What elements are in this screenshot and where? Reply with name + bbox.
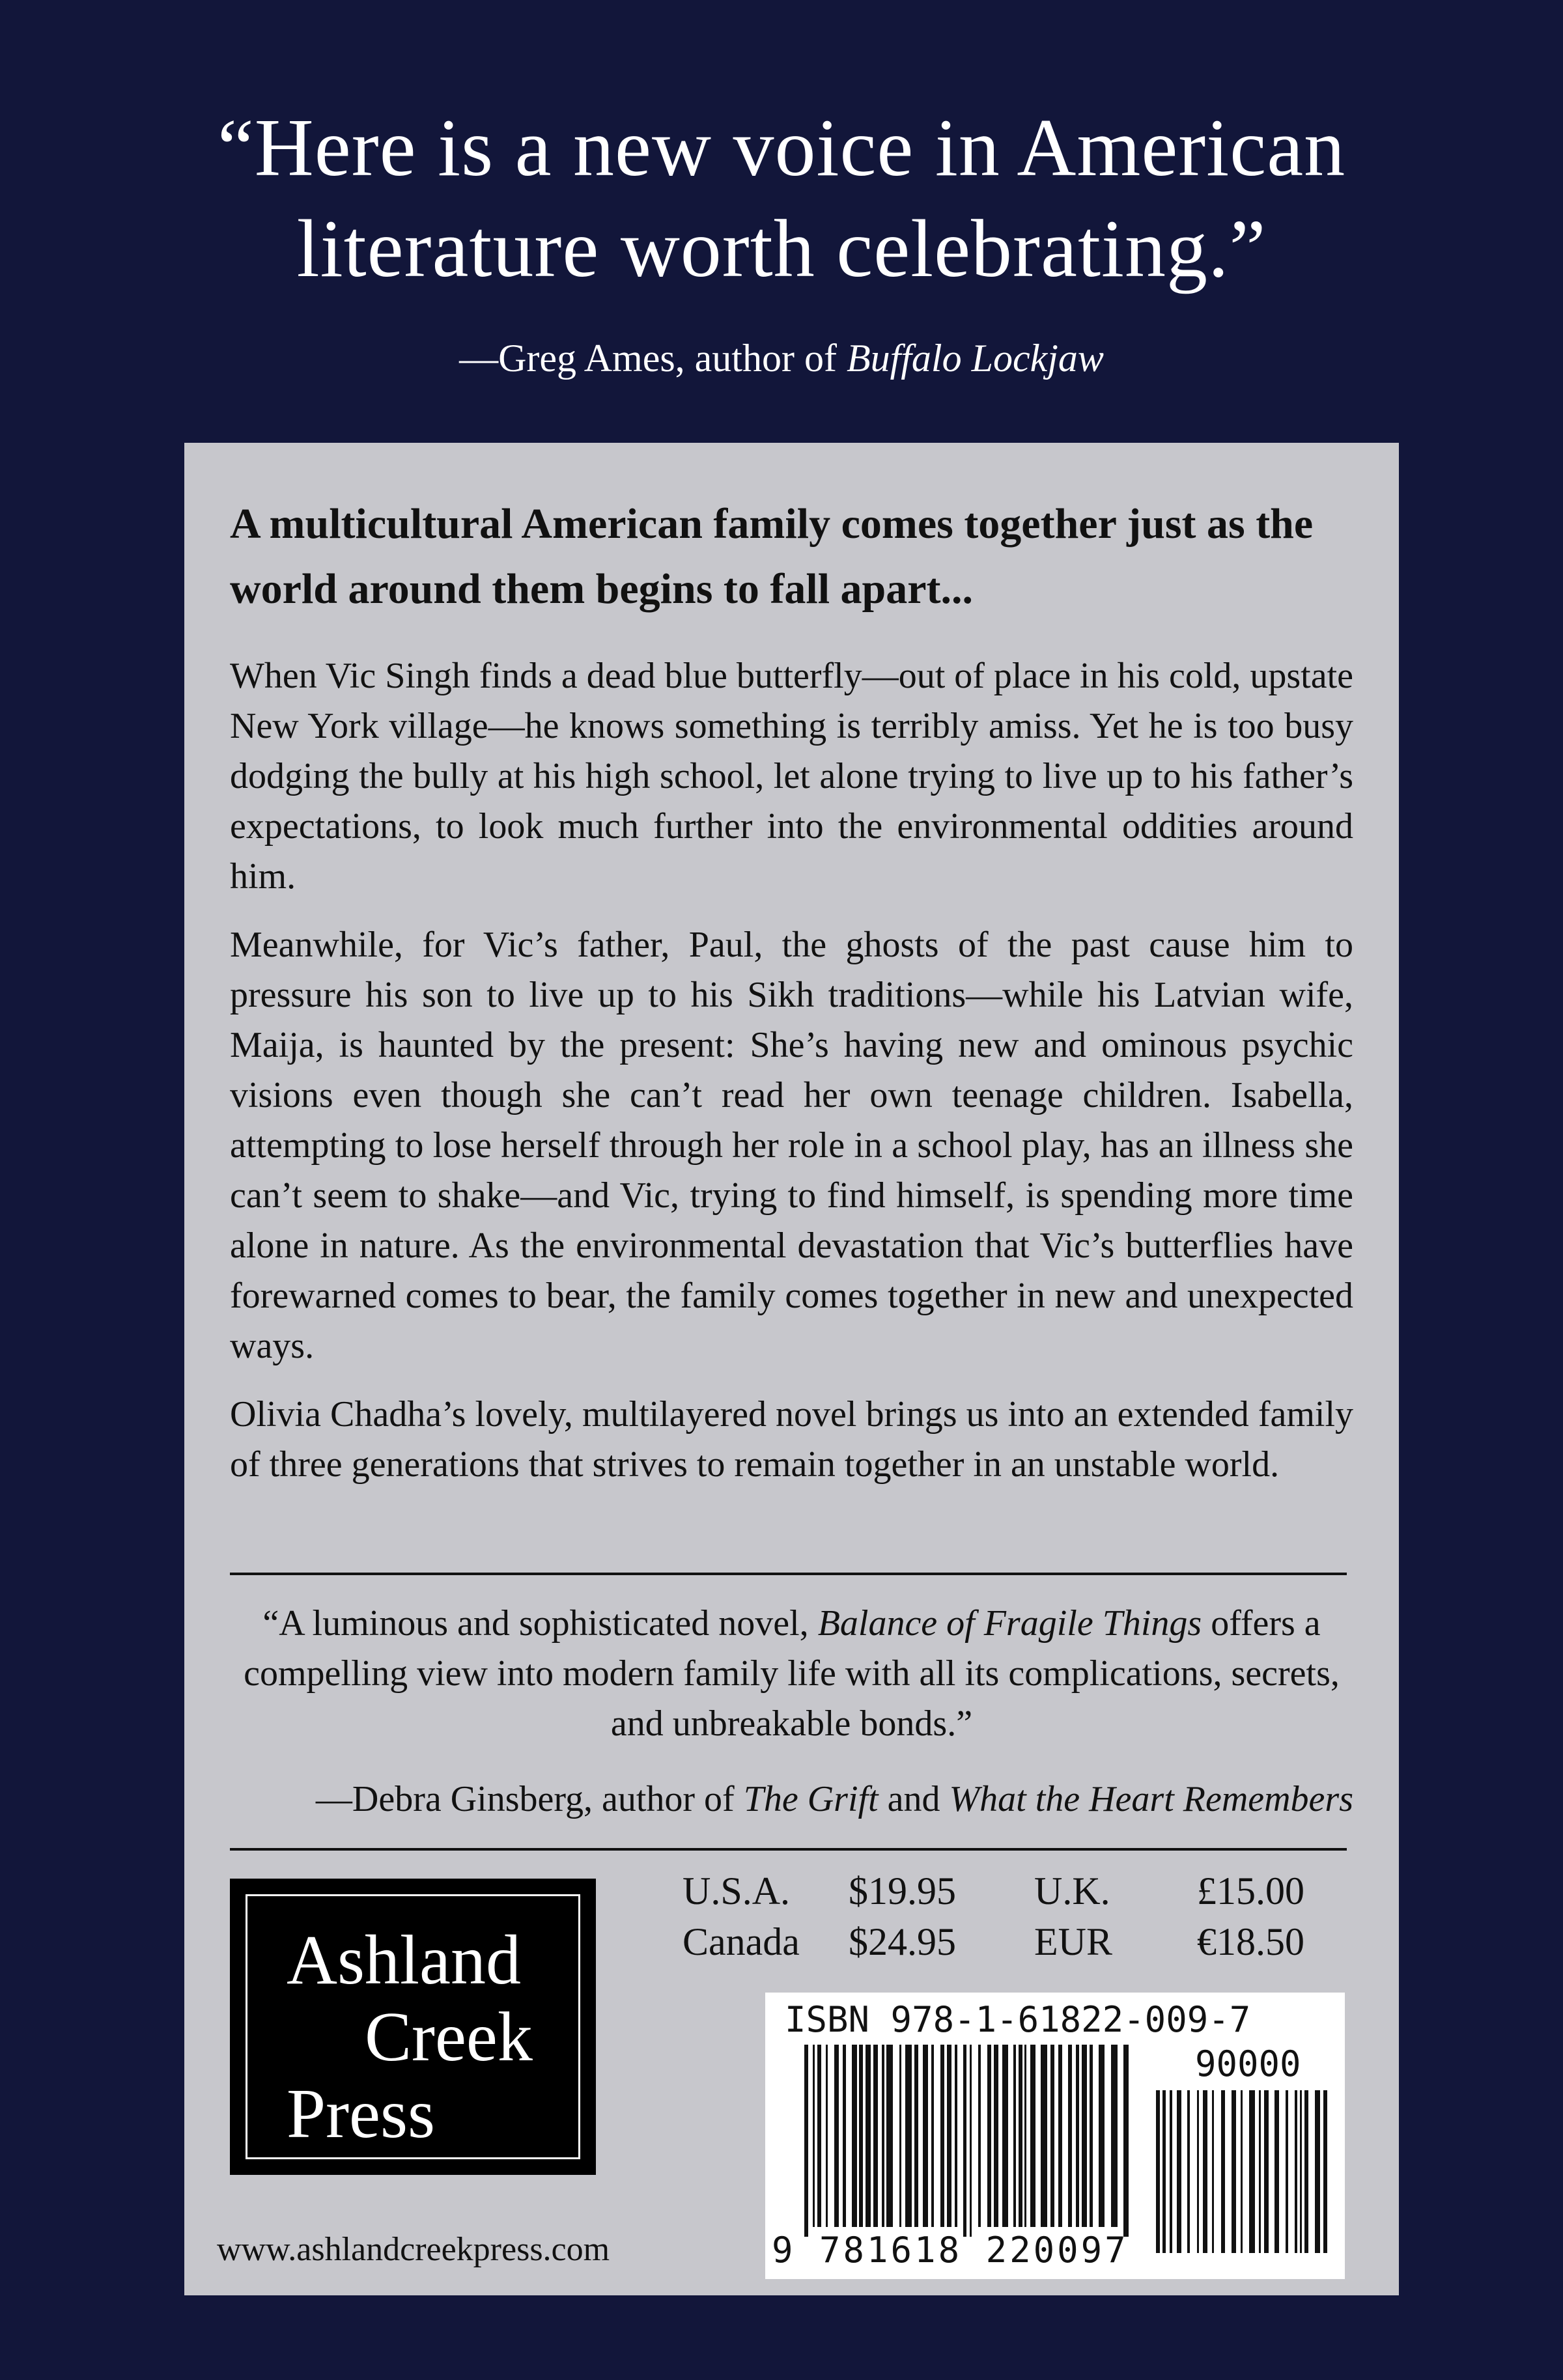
price-region: U.S.A. [683, 1869, 791, 1912]
synopsis-paragraph-2: Meanwhile, for Vic’s father, Paul, the ghosts of the past cause him to pressure his son to live up to his Sikh traditions—while his Latvian wife, Maija, is haunted by the present: She’s having new and ominous psychic visions even though she can’t read her own teenage children. Isabella, attempting to lose herself through her role in a school play, has an illness she can’t seem to shake—and Vic, trying to find himself, is spending more time alone in nature. As the environmental devastation that Vic’s butterflies have forewarned comes to bear, the family comes together in new and unexpected ways. [230, 925, 1353, 1366]
barcode-bar [1076, 2045, 1079, 2227]
barcode-bar [905, 2045, 912, 2227]
publisher-logo [230, 1879, 596, 2175]
logo-line1: Ashland [287, 1922, 521, 1999]
blurb-open: “A luminous and sophisticated novel, [262, 1603, 818, 1644]
price-amount: $19.95 [849, 1869, 956, 1912]
barcode-bar [873, 2045, 878, 2227]
barcode-bar [987, 2045, 991, 2227]
review-blurb [230, 1599, 1353, 1749]
barcode-bar [955, 2045, 957, 2227]
barcode-addon-bar [1156, 2090, 1160, 2253]
barcode-bar [1024, 2045, 1026, 2227]
barcode-addon-bar [1264, 2090, 1269, 2253]
barcode-addon-bar [1203, 2090, 1207, 2253]
barcode-bar [1019, 2045, 1022, 2227]
barcode-bar [866, 2045, 871, 2227]
barcode-bar [1002, 2045, 1008, 2227]
barcode-bar [834, 2045, 839, 2227]
price-region: U.K. [1034, 1869, 1110, 1912]
divider-bottom [230, 1848, 1347, 1851]
barcode-addon-bar [1177, 2090, 1181, 2253]
barcode-bar [994, 2045, 998, 2227]
blurb-attr-title1: The Grift [743, 1779, 879, 1819]
price-amount: €18.50 [1197, 1920, 1304, 1963]
barcode-addon-bar [1286, 2090, 1288, 2253]
price-amount: $24.95 [849, 1920, 956, 1963]
barcode-bar [804, 2045, 808, 2237]
barcode-bar [970, 2045, 972, 2237]
price-region: EUR [1034, 1920, 1112, 1963]
publisher-logo-frame [246, 1894, 580, 2159]
logo-line2: Creek [365, 1998, 533, 2076]
barcode-addon-bar [1197, 2090, 1199, 2253]
top-quote [0, 98, 1563, 300]
barcode-bar [978, 2045, 981, 2227]
barcode-bar [886, 2045, 893, 2227]
barcode-addon-bar [1241, 2090, 1243, 2253]
logo-line3: Press [287, 2075, 436, 2153]
barcode-bar [940, 2045, 944, 2227]
barcode-bar [843, 2045, 846, 2227]
barcode-addon-bar [1249, 2090, 1255, 2253]
blurb-attr-prefix: —Debra Ginsberg, author of [315, 1779, 744, 1819]
barcode-addon-bar [1170, 2090, 1172, 2253]
barcode-bar [813, 2045, 815, 2227]
blurb-rest: offers a compelling view into modern family life with all its complications, secrets, and unbreakable bonds.” [244, 1603, 1340, 1744]
barcode-digits: 9 781618 220097 [772, 2230, 1129, 2271]
barcode-bar [899, 2045, 901, 2227]
barcode-addon-bar [1274, 2090, 1279, 2253]
barcode-addon-bar [1212, 2090, 1214, 2253]
barcode-bar [1050, 2045, 1054, 2227]
barcode-addon-bar [1232, 2090, 1236, 2253]
barcode-bar [1041, 2045, 1047, 2227]
barcode-addon-bar [1162, 2090, 1166, 2253]
isbn-barcode [765, 1993, 1345, 2279]
top-quote-attribution-prefix: —Greg Ames, author of [459, 337, 847, 380]
price-row [683, 1866, 1366, 1916]
barcode-bar [1090, 2045, 1093, 2227]
barcode-bar [852, 2045, 857, 2227]
publisher-website: www.ashlandcreekpress.com [217, 2231, 610, 2268]
barcode-bar [1030, 2045, 1035, 2227]
top-quote-attribution [0, 332, 1563, 384]
barcode-addon-bar [1187, 2090, 1190, 2253]
barcode-bar [1123, 2045, 1129, 2237]
headline: A multicultural American family comes together just as the world around them begins to fall apart... [230, 500, 1314, 613]
price-row [683, 1916, 1366, 1967]
barcode-addon-bar [1323, 2090, 1327, 2253]
barcode-bar [947, 2045, 951, 2227]
blurb-book-title: Balance of Fragile Things [817, 1603, 1202, 1644]
synopsis [230, 651, 1353, 1508]
barcode-bar [931, 2045, 934, 2227]
isbn-label: ISBN 978-1-61822-009-7 [785, 1999, 1251, 2040]
description-panel [184, 443, 1399, 2295]
barcode-bar [859, 2045, 863, 2227]
blurb-attr-and: and [878, 1779, 950, 1819]
barcode-addon-bar [1221, 2090, 1225, 2253]
barcode-bar [914, 2045, 918, 2227]
synopsis-paragraph-3: Olivia Chadha’s lovely, multilayered novel brings us into an extended family of three generations that strives to remain together in an unstable world. [230, 1394, 1353, 1485]
barcode-bar [817, 2045, 821, 2227]
barcode-bar [1099, 2045, 1105, 2227]
top-quote-line1: “Here is a new voice in American [217, 103, 1346, 193]
barcode-bar [923, 2045, 928, 2227]
barcode-bar [1013, 2045, 1016, 2227]
barcode-addon-bar [1259, 2090, 1261, 2253]
barcode-addon-bar [1295, 2090, 1297, 2253]
barcode-addon-bar [1300, 2090, 1302, 2253]
barcode-bar [963, 2045, 966, 2237]
barcode-bar [1082, 2045, 1087, 2227]
price-region: Canada [683, 1920, 800, 1963]
blurb-attribution [230, 1774, 1353, 1825]
divider-top [230, 1573, 1347, 1575]
top-quote-attribution-title: Buffalo Lockjaw [846, 337, 1104, 380]
top-quote-line2: literature worth celebrating.” [296, 204, 1267, 294]
barcode-bar [826, 2045, 828, 2227]
synopsis-paragraph-1: When Vic Singh finds a dead blue butterfly—out of place in his cold, upstate New York village—he knows something is terribly amiss. Yet he is too busy dodging the bully at his high school, let alone trying to live up to his father’s expectations, to look much further into the environmental oddities around him. [230, 656, 1353, 897]
barcode-addon-bar [1304, 2090, 1308, 2253]
barcode-price-code: 90000 [1195, 2043, 1301, 2084]
price-amount: £15.00 [1197, 1869, 1304, 1912]
price-table [683, 1866, 1366, 1967]
barcode-addon-bar [1315, 2090, 1320, 2253]
blurb-attr-title2: What the Heart Remembers [949, 1779, 1353, 1819]
barcode-bar [1058, 2045, 1062, 2227]
barcode-bar [1111, 2045, 1118, 2227]
barcode-bar [1068, 2045, 1072, 2227]
barcode-bar [882, 2045, 884, 2227]
